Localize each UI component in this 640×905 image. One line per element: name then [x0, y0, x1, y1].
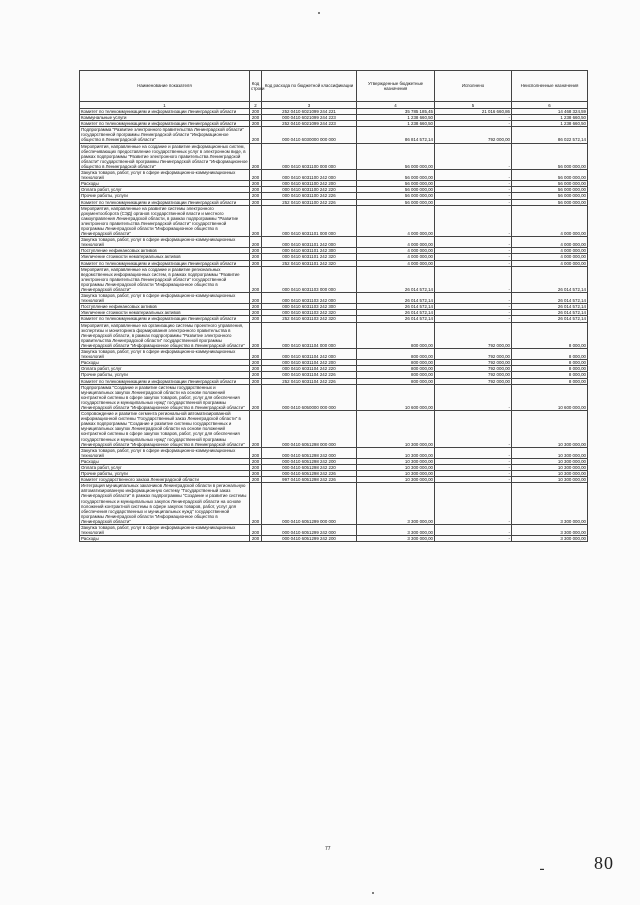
row-executed: -	[435, 170, 512, 181]
table-row	[80, 170, 588, 181]
row-approved: 26 014 572,14	[357, 316, 435, 322]
row-line-code: 200	[250, 471, 262, 477]
row-executed: -	[435, 199, 512, 205]
row-executed: -	[435, 254, 512, 260]
row-budget-code: 000 0410 6031103 242 300	[262, 304, 357, 310]
row-name: Поступление нефинансовых активов	[80, 304, 250, 310]
col-number: 6	[512, 102, 588, 109]
row-budget-code: 252 0410 6031103 242 320	[262, 316, 357, 322]
header-executed: Исполнено	[435, 71, 512, 102]
row-budget-code: 000 0410 6031103 242 320	[262, 310, 357, 316]
row-executed: -	[435, 411, 512, 448]
col-number: 5	[435, 102, 512, 109]
row-approved: 56 000 000,00	[357, 187, 435, 193]
row-line-code: 200	[250, 248, 262, 254]
table-row	[80, 384, 588, 410]
page-number: 77	[325, 846, 331, 852]
header-line-code: Код строки	[250, 71, 262, 102]
row-executed: -	[435, 304, 512, 310]
row-executed: -	[435, 143, 512, 169]
row-budget-code: 000 0410 6051298 000 000	[262, 411, 357, 448]
row-unexecuted: 3 300 000,00	[512, 525, 588, 536]
row-unexecuted: 3 300 000,00	[512, 483, 588, 525]
row-budget-code: 000 0410 6031100 000 000	[262, 143, 357, 169]
row-approved: 3 300 000,00	[357, 536, 435, 542]
row-budget-code: 000 0410 6031104 000 000	[262, 322, 357, 348]
row-name: Сопровождение и развитие сегмента региональной автоматизированной информационной системы "Государственный заказ Ленинградской области" в рамках подпрограммы "Создание и развитие системы государственных и муниципальных закупок Ленинградской области на основе положений контрактной системы в сфере закупок товаров, работ, услуг для обеспечения государственных и муниципальных нужд" государственной программы Ленинградской области "Информационное общество в Ленинградской области"	[80, 411, 250, 448]
row-name: Подпрограмма "Развитие электронного правительства Ленинградской области" государственной программы Ленинградской области "Информационное общество в Ленинградской области"	[80, 127, 250, 143]
row-budget-code: 000 0410 6051298 242 200	[262, 458, 357, 464]
col-number: 3	[262, 102, 357, 109]
row-budget-code: 252 0410 6031101 242 320	[262, 260, 357, 266]
row-unexecuted: 56 000 000,00	[512, 193, 588, 199]
row-line-code: 200	[250, 143, 262, 169]
row-unexecuted: 8 000,00	[512, 366, 588, 372]
row-approved: 10 600 000,00	[357, 384, 435, 410]
row-unexecuted: 4 000 000,00	[512, 254, 588, 260]
row-unexecuted: 8 000,00	[512, 322, 588, 348]
row-budget-code: 000 0410 6031101 242 320	[262, 254, 357, 260]
row-executed: 792 000,00	[435, 127, 512, 143]
row-executed: -	[435, 384, 512, 410]
row-unexecuted: 8 000,00	[512, 360, 588, 366]
row-line-code: 200	[250, 109, 262, 115]
row-line-code: 200	[250, 310, 262, 316]
row-name: Комитет по телекоммуникациям и информатизации Ленинградской области	[80, 199, 250, 205]
table-row	[80, 127, 588, 143]
header-unexecuted: Неисполненные назначения	[512, 71, 588, 102]
row-name: Прочие работы, услуги	[80, 193, 250, 199]
row-executed: 792 000,00	[435, 366, 512, 372]
row-approved: 56 000 000,00	[357, 143, 435, 169]
row-budget-code: 000 0410 6051299 000 000	[262, 483, 357, 525]
row-budget-code: 000 0410 6031103 242 000	[262, 293, 357, 304]
row-executed: -	[435, 293, 512, 304]
row-approved: 4 000 000,00	[357, 237, 435, 248]
row-budget-code: 000 0410 6051299 242 000	[262, 525, 357, 536]
row-approved: 10 300 000,00	[357, 477, 435, 483]
row-budget-code: 000 0410 6051298 242 000	[262, 447, 357, 458]
row-name: Расходы	[80, 536, 250, 542]
row-approved: 4 000 000,00	[357, 248, 435, 254]
row-line-code: 200	[250, 266, 262, 292]
row-name: Оплата работ, услуг	[80, 187, 250, 193]
table-row	[80, 536, 588, 542]
row-approved: 1 238 660,50	[357, 115, 435, 121]
row-unexecuted: 8 000,00	[512, 378, 588, 384]
row-unexecuted: 3 300 000,00	[512, 536, 588, 542]
archive-stamp-number: 80	[594, 853, 614, 873]
row-name: Комитет по телекоммуникациям и информатизации Ленинградской области	[80, 260, 250, 266]
row-line-code: 200	[250, 304, 262, 310]
row-line-code: 200	[250, 477, 262, 483]
row-line-code: 200	[250, 199, 262, 205]
row-name: Мероприятия, направленные на создание и развитие информационных систем, обеспечивающих предоставление государственных услуг в электронном виде, в рамках подпрограммы "Развитие электронного правительства Ленинградской области" государственной программы Ленинградской области "Информационное общество в Ленинградской области"	[81, 143, 248, 169]
table-row	[80, 525, 588, 536]
row-budget-code: 997 0410 6051298 242 226	[262, 477, 357, 483]
row-name: Закупка товаров, работ, услуг в сфере информационно-коммуникационных технологий	[80, 237, 250, 248]
scan-mark: ▬	[540, 866, 544, 871]
row-budget-code: 000 0410 6031103 000 000	[262, 266, 357, 292]
row-name: Закупка товаров, работ, услуг в сфере информационно-коммуникационных технологий	[80, 170, 250, 181]
row-name: Закупка товаров, работ, услуг в сфере информационно-коммуникационных технологий	[80, 447, 250, 458]
row-executed: -	[435, 525, 512, 536]
row-name: Закупка товаров, работ, услуг в сфере информационно-коммуникационных технологий	[80, 349, 250, 360]
row-unexecuted: 26 014 572,14	[512, 266, 588, 292]
row-approved: 4 000 000,00	[357, 205, 435, 237]
row-executed: -	[435, 458, 512, 464]
row-unexecuted: 10 300 000,00	[512, 471, 588, 477]
budget-execution-table	[79, 70, 588, 542]
row-executed: -	[435, 536, 512, 542]
col-number: 2	[250, 102, 262, 109]
row-approved: 56 000 000,00	[357, 170, 435, 181]
row-executed: -	[435, 193, 512, 199]
row-line-code: 200	[250, 458, 262, 464]
row-unexecuted: 10 300 000,00	[512, 447, 588, 458]
row-executed: 21 016 660,86	[435, 109, 512, 115]
row-approved: 4 000 000,00	[357, 254, 435, 260]
row-name: Комитет по телекоммуникациям и информатизации Ленинградской области	[80, 121, 250, 127]
table-row	[80, 293, 588, 304]
row-unexecuted: 10 300 000,00	[512, 465, 588, 471]
row-name: Увеличение стоимости нематериальных активов	[80, 310, 250, 316]
row-approved: 56 000 000,00	[357, 193, 435, 199]
row-line-code: 200	[250, 372, 262, 378]
row-approved: 10 300 000,00	[357, 471, 435, 477]
row-executed: 792 000,00	[435, 322, 512, 348]
row-executed: -	[435, 465, 512, 471]
row-approved: 86 814 572,14	[357, 127, 435, 143]
row-unexecuted: 4 000 000,00	[512, 205, 588, 237]
row-line-code: 200	[250, 260, 262, 266]
row-unexecuted: 56 000 000,00	[512, 170, 588, 181]
row-approved: 10 300 000,00	[357, 465, 435, 471]
row-line-code: 200	[250, 316, 262, 322]
row-executed: 792 000,00	[435, 372, 512, 378]
row-line-code: 200	[250, 483, 262, 525]
row-name: Прочие работы, услуги	[80, 372, 250, 378]
row-approved: 800 000,00	[357, 360, 435, 366]
row-budget-code: 000 0410 6031101 242 000	[262, 237, 357, 248]
row-budget-code: 000 0410 6031104 242 000	[262, 349, 357, 360]
row-executed: -	[435, 483, 512, 525]
row-line-code: 200	[250, 115, 262, 121]
report-page	[79, 70, 587, 542]
header-name: Наименование показателя	[80, 71, 250, 102]
row-approved: 26 014 572,14	[357, 310, 435, 316]
row-approved: 1 238 660,50	[357, 121, 435, 127]
table-row	[80, 205, 588, 237]
table-row	[80, 237, 588, 248]
row-budget-code: 000 0410 6021099 244 223	[262, 115, 357, 121]
row-unexecuted: 26 014 572,14	[512, 310, 588, 316]
row-executed: -	[435, 471, 512, 477]
row-executed: -	[435, 316, 512, 322]
row-name: Расходы	[80, 360, 250, 366]
row-budget-code: 000 0410 6031101 000 000	[262, 205, 357, 237]
row-unexecuted: 26 014 572,14	[512, 304, 588, 310]
row-name: Мероприятия, направленные на организацию системы проектного управления, экспертизы и мониторинга формирования электронного правительства в Ленинградской области, в рамках подпрограммы "Развитие электронного правительства Ленинградской области" государственной программы Ленинградской области "Информационное общество в Ленинградской области"	[80, 322, 250, 348]
row-line-code: 200	[250, 366, 262, 372]
row-name: Расходы	[80, 458, 250, 464]
row-line-code: 200	[250, 121, 262, 127]
row-unexecuted: 1 238 660,50	[512, 121, 588, 127]
row-unexecuted: 56 000 000,00	[512, 187, 588, 193]
row-approved: 26 014 572,14	[357, 266, 435, 292]
row-budget-code: 000 0410 6051299 242 200	[262, 536, 357, 542]
row-line-code: 200	[250, 187, 262, 193]
row-approved: 800 000,00	[357, 366, 435, 372]
row-approved: 56 000 000,00	[357, 199, 435, 205]
row-line-code: 200	[250, 293, 262, 304]
row-executed: -	[435, 181, 512, 187]
row-executed: 792 000,00	[435, 360, 512, 366]
row-budget-code: 000 0410 6031100 242 220	[262, 187, 357, 193]
row-unexecuted: 26 014 572,14	[512, 316, 588, 322]
row-approved: 26 014 572,14	[357, 304, 435, 310]
row-line-code: 200	[250, 525, 262, 536]
row-name: Комитет по телекоммуникациям и информатизации Ленинградской области	[80, 109, 250, 115]
row-line-code: 200	[250, 322, 262, 348]
row-unexecuted: 86 022 572,14	[512, 127, 588, 143]
row-name: Интеграция муниципальных заказчиков Ленинградской области в региональную автоматизированную информационную систему "Государственный заказ Ленинградской области" в рамках подпрограммы "Создание и развитие системы государственных и муниципальных закупок Ленинградской области на основе положений контрактной системы в сфере закупок товаров, работ, услуг для обеспечения государственных и муниципальных нужд" государственной программы Ленинградской области "Информационное общество в Ленинградской области"	[80, 483, 250, 525]
row-approved: 800 000,00	[357, 349, 435, 360]
row-unexecuted: 4 000 000,00	[512, 248, 588, 254]
row-unexecuted: 8 000,00	[512, 372, 588, 378]
row-executed: -	[435, 205, 512, 237]
row-budget-code: 252 0410 6031100 242 226	[262, 199, 357, 205]
table-row	[80, 349, 588, 360]
row-line-code: 200	[250, 465, 262, 471]
row-executed: -	[435, 260, 512, 266]
row-approved: 10 300 000,00	[357, 458, 435, 464]
row-unexecuted: 26 014 572,14	[512, 293, 588, 304]
row-line-code: 200	[250, 360, 262, 366]
row-unexecuted: 1 238 660,50	[512, 115, 588, 121]
row-executed: -	[435, 248, 512, 254]
row-name: Оплата работ, услуг	[80, 366, 250, 372]
row-line-code: 200	[250, 205, 262, 237]
row-line-code: 200	[250, 349, 262, 360]
column-number-row	[80, 102, 588, 109]
row-executed: -	[435, 310, 512, 316]
row-executed: -	[435, 237, 512, 248]
row-name: Увеличение стоимости нематериальных активов	[80, 254, 250, 260]
row-name: Закупка товаров, работ, услуг в сфере информационно-коммуникационных технологий	[80, 525, 250, 536]
row-approved: 10 300 000,00	[357, 411, 435, 448]
row-executed: -	[435, 121, 512, 127]
row-unexecuted: 10 300 000,00	[512, 458, 588, 464]
row-budget-code: 000 0410 6051298 242 220	[262, 465, 357, 471]
row-line-code: 200	[250, 170, 262, 181]
row-line-code: 200	[250, 384, 262, 410]
row-budget-code: 000 0410 6051298 242 226	[262, 471, 357, 477]
row-approved: 10 300 000,00	[357, 447, 435, 458]
row-budget-code: 000 0410 6031100 242 000	[262, 170, 357, 181]
row-name: Расходы	[80, 181, 250, 187]
row-approved: 56 000 000,00	[357, 181, 435, 187]
row-line-code: 200	[250, 447, 262, 458]
row-approved: 800 000,00	[357, 378, 435, 384]
row-budget-code: 000 0410 6031104 242 220	[262, 366, 357, 372]
row-name: Комитет государственного заказа Ленинградской области	[80, 477, 250, 483]
row-executed: -	[435, 477, 512, 483]
row-name: Прочие работы, услуги	[80, 471, 250, 477]
row-budget-code: 000 0410 6031104 242 226	[262, 372, 357, 378]
row-unexecuted: 10 300 000,00	[512, 477, 588, 483]
row-line-code: 200	[250, 237, 262, 248]
row-name: Оплата работ, услуг	[80, 465, 250, 471]
row-budget-code: 252 0410 6031104 242 226	[262, 378, 357, 384]
row-executed: -	[435, 266, 512, 292]
table-row	[80, 322, 588, 348]
row-name: Поступление нефинансовых активов	[80, 248, 250, 254]
row-approved: 26 014 572,14	[357, 293, 435, 304]
row-unexecuted: 56 000 000,00	[512, 181, 588, 187]
row-unexecuted: 10 600 000,00	[512, 384, 588, 410]
table-row	[80, 411, 588, 448]
row-budget-code: 000 0410 6050000 000 000	[262, 384, 357, 410]
row-name: Подпрограмма "Создание и развитие системы государственных и муниципальных закупок Ленинградской области на основе положений контрактной системы в сфере закупок товаров, работ, услуг для обеспечения государственных и муниципальных нужд" государственной программы Ленинградской области "Информационное общество в Ленинградской области"	[80, 384, 250, 410]
row-line-code: 200	[250, 127, 262, 143]
row-approved: 35 785 185,45	[357, 109, 435, 115]
row-unexecuted: 56 000 000,00	[512, 143, 588, 169]
table-body	[80, 109, 588, 542]
row-name: Мероприятия, направленные на создание и развитие региональных ведомственных информационных систем, в рамках подпрограммы "Развитие электронного правительства Ленинградской области" государственной программы Ленинградской области "Информационное общество в Ленинградской области"	[80, 266, 250, 292]
row-executed: 792 000,00	[435, 349, 512, 360]
row-unexecuted: 14 468 324,59	[512, 109, 588, 115]
row-name: Комитет по телекоммуникациям и информатизации Ленинградской области	[80, 316, 250, 322]
table-row	[80, 266, 588, 292]
row-executed: -	[435, 115, 512, 121]
scan-speck	[372, 892, 374, 894]
row-budget-code: 252 0410 6021099 244 221	[262, 109, 357, 115]
row-budget-code: 000 0410 6031101 242 300	[262, 248, 357, 254]
header-approved: Утвержденные бюджетные назначения	[357, 71, 435, 102]
col-number: 1	[80, 102, 250, 109]
row-name: Закупка товаров, работ, услуг в сфере информационно-коммуникационных технологий	[80, 293, 250, 304]
row-name: Коммунальные услуги	[80, 115, 250, 121]
row-budget-code: 252 0410 6021099 244 223	[262, 121, 357, 127]
row-executed: -	[435, 187, 512, 193]
row-approved: 800 000,00	[357, 322, 435, 348]
row-approved: 800 000,00	[357, 372, 435, 378]
row-budget-code: 000 0410 6031104 242 200	[262, 360, 357, 366]
table-row	[80, 483, 588, 525]
row-line-code: 200	[250, 193, 262, 199]
row-unexecuted: 56 000 000,00	[512, 199, 588, 205]
header-budget-code: Код расхода по бюджетной классификации	[262, 71, 357, 102]
table-header-row	[80, 71, 588, 102]
table-row	[80, 447, 588, 458]
row-budget-code: 000 0410 6031100 242 226	[262, 193, 357, 199]
row-line-code: 200	[250, 254, 262, 260]
col-number: 4	[357, 102, 435, 109]
row-unexecuted: 4 000 000,00	[512, 237, 588, 248]
row-executed: -	[435, 447, 512, 458]
row-name: Комитет по телекоммуникациям и информатизации Ленинградской области	[80, 378, 250, 384]
row-line-code: 200	[250, 411, 262, 448]
row-approved: 4 000 000,00	[357, 260, 435, 266]
row-approved: 3 300 000,00	[357, 525, 435, 536]
row-budget-code: 000 0410 6030000 000 000	[262, 127, 357, 143]
table-row	[80, 143, 588, 169]
row-unexecuted: 8 000,00	[512, 349, 588, 360]
row-line-code: 200	[250, 378, 262, 384]
row-executed: 792 000,00	[435, 378, 512, 384]
row-name: Мероприятия, направленные на развитие системы электронного документооборота (СЭД) органов государственной власти и местного самоуправления Ленинградской области, в рамках подпрограммы "Развитие электронного правительства Ленинградской области" государственной программы Ленинградской области "Информационное общество в Ленинградской области"	[80, 205, 250, 237]
scan-speck	[318, 12, 320, 14]
row-budget-code: 000 0410 6031100 242 200	[262, 181, 357, 187]
row-unexecuted: 10 300 000,00	[512, 411, 588, 448]
row-approved: 3 300 000,00	[357, 483, 435, 525]
row-line-code: 200	[250, 181, 262, 187]
row-unexecuted: 4 000 000,00	[512, 260, 588, 266]
row-line-code: 200	[250, 536, 262, 542]
